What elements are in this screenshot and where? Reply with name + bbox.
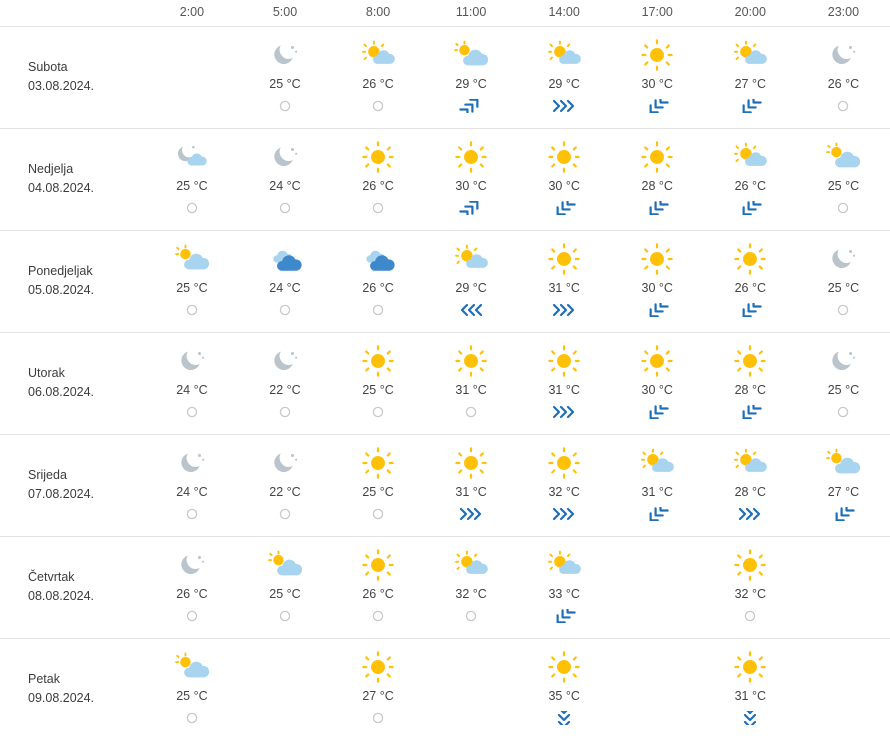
sun-icon <box>733 547 767 583</box>
temperature-value: 31 °C <box>734 689 766 703</box>
sun-icon <box>361 547 395 583</box>
wind-arrow-southwest-icon <box>550 197 578 219</box>
cloud-dark-icon <box>360 241 396 277</box>
sun-icon <box>640 343 674 379</box>
temperature-value: 30 °C <box>641 77 673 91</box>
sun-mostly-cloudy-icon <box>267 547 303 583</box>
forecast-hour-cell <box>145 536 238 638</box>
forecast-hour-cell <box>704 434 797 536</box>
wind-calm-icon <box>837 401 849 423</box>
wind-calm-icon <box>837 197 849 219</box>
wind-arrow-southwest-icon <box>643 503 671 525</box>
temperature-value: 25 °C <box>176 281 208 295</box>
sun-mostly-cloudy-icon <box>825 139 861 175</box>
moon-clear-icon <box>828 343 858 379</box>
forecast-day-row <box>0 536 890 638</box>
forecast-hour-cell <box>704 638 797 740</box>
day-name: Srijeda <box>28 467 67 482</box>
temperature-value: 25 °C <box>176 179 208 193</box>
temperature-value: 25 °C <box>269 77 301 91</box>
forecast-hour-cell <box>238 26 331 128</box>
forecast-hour-cell <box>704 536 797 638</box>
sun-icon <box>454 139 488 175</box>
day-name: Četvrtak <box>28 569 75 584</box>
wind-calm-icon <box>279 605 291 627</box>
forecast-hour-cell <box>332 332 425 434</box>
wind-arrow-southwest-icon <box>736 95 764 117</box>
temperature-value: 25 °C <box>362 383 394 397</box>
wind-calm-icon <box>186 197 198 219</box>
sun-icon <box>640 139 674 175</box>
wind-calm-icon <box>372 197 384 219</box>
sun-icon <box>547 241 581 277</box>
wind-arrow-northeast-icon <box>457 95 485 117</box>
sun-icon <box>361 139 395 175</box>
wind-calm-icon <box>372 503 384 525</box>
forecast-hour-cell <box>425 434 518 536</box>
sun-partly-cloudy-icon <box>453 547 489 583</box>
day-label-cell <box>0 128 145 230</box>
sun-icon <box>733 241 767 277</box>
forecast-hour-cell <box>611 128 704 230</box>
sun-mostly-cloudy-icon <box>174 649 210 685</box>
temperature-value: 25 °C <box>176 689 208 703</box>
wind-calm-icon <box>279 401 291 423</box>
forecast-day-row <box>0 332 890 434</box>
forecast-hour-cell <box>704 332 797 434</box>
temperature-value: 26 °C <box>362 179 394 193</box>
forecast-table-header <box>0 0 890 26</box>
forecast-day-row <box>0 434 890 536</box>
sun-icon <box>547 343 581 379</box>
sun-icon <box>547 139 581 175</box>
day-date: 09.08.2024. <box>28 691 95 705</box>
hour-header-cell: 17:00 <box>641 4 673 19</box>
temperature-value: 32 °C <box>734 587 766 601</box>
temperature-value: 31 °C <box>548 383 580 397</box>
sun-partly-cloudy-icon <box>360 37 396 73</box>
forecast-hour-cell <box>332 26 425 128</box>
sun-mostly-cloudy-icon <box>825 445 861 481</box>
day-name: Ponedjeljak <box>28 263 93 278</box>
forecast-hour-cell <box>518 128 611 230</box>
wind-arrow-east-icon <box>550 401 578 423</box>
wind-arrow-east-icon <box>736 503 764 525</box>
forecast-hour-cell <box>238 230 331 332</box>
day-date: 06.08.2024. <box>28 385 95 399</box>
wind-arrow-southwest-icon <box>736 401 764 423</box>
wind-arrow-southwest-icon <box>643 299 671 321</box>
day-column-header <box>0 0 145 26</box>
temperature-value: 35 °C <box>548 689 580 703</box>
temperature-value: 25 °C <box>827 383 860 397</box>
hour-header-row <box>0 0 890 26</box>
forecast-hour-cell <box>145 332 238 434</box>
day-date: 03.08.2024. <box>28 79 95 93</box>
wind-calm-icon <box>465 605 477 627</box>
forecast-hour-cell <box>425 230 518 332</box>
temperature-value: 31 °C <box>455 383 487 397</box>
temperature-value: 30 °C <box>548 179 580 193</box>
sun-icon <box>733 343 767 379</box>
forecast-hour-cell <box>704 230 797 332</box>
temperature-value: 25 °C <box>362 485 394 499</box>
day-name: Subota <box>28 59 68 74</box>
sun-partly-cloudy-icon <box>453 241 489 277</box>
wind-calm-icon <box>279 95 291 117</box>
hour-header-cell: 2:00 <box>179 4 205 19</box>
wind-calm-icon <box>279 503 291 525</box>
temperature-value: 29 °C <box>455 77 487 91</box>
wind-arrow-west-icon <box>457 299 485 321</box>
forecast-hour-cell <box>611 434 704 536</box>
temperature-value: 24 °C <box>176 383 208 397</box>
wind-arrow-south-icon <box>736 707 764 729</box>
wind-calm-icon <box>372 95 384 117</box>
temperature-value: 22 °C <box>269 383 301 397</box>
temperature-value: 32 °C <box>548 485 580 499</box>
wind-calm-icon <box>186 707 198 729</box>
forecast-hour-cell <box>704 26 797 128</box>
wind-arrow-southwest-icon <box>550 605 578 627</box>
wind-arrow-south-icon <box>550 707 578 729</box>
day-label-cell <box>0 536 145 638</box>
forecast-hour-cell <box>145 128 238 230</box>
hour-header-cell: 11:00 <box>455 4 487 19</box>
sun-icon <box>361 445 395 481</box>
forecast-hour-cell <box>797 26 890 128</box>
wind-calm-icon <box>372 299 384 321</box>
temperature-value: 26 °C <box>827 77 860 91</box>
temperature-value: 26 °C <box>362 587 394 601</box>
temperature-value: 26 °C <box>362 281 394 295</box>
forecast-hour-cell <box>332 230 425 332</box>
sun-icon <box>361 649 395 685</box>
temperature-value: 24 °C <box>176 485 208 499</box>
hour-header-cell: 14:00 <box>548 4 580 19</box>
sun-partly-cloudy-icon <box>732 445 768 481</box>
forecast-day-row <box>0 128 890 230</box>
forecast-hour-cell <box>797 536 890 638</box>
wind-arrow-east-icon <box>550 299 578 321</box>
forecast-hour-cell <box>611 536 704 638</box>
forecast-hour-cell <box>518 332 611 434</box>
temperature-value: 27 °C <box>362 689 394 703</box>
forecast-hour-cell <box>518 536 611 638</box>
moon-partly-cloudy-icon <box>175 139 209 175</box>
temperature-value: 33 °C <box>548 587 580 601</box>
temperature-value: 31 °C <box>455 485 487 499</box>
temperature-value: 24 °C <box>269 179 301 193</box>
sun-icon <box>547 649 581 685</box>
sun-icon <box>361 343 395 379</box>
day-label-cell <box>0 638 145 740</box>
forecast-hour-cell <box>797 638 890 740</box>
sun-icon <box>547 445 581 481</box>
temperature-value: 26 °C <box>176 587 208 601</box>
temperature-value: 25 °C <box>269 587 301 601</box>
forecast-hour-cell <box>797 434 890 536</box>
hour-header-cell: 23:00 <box>827 4 860 19</box>
wind-arrow-east-icon <box>550 503 578 525</box>
forecast-hour-cell <box>518 434 611 536</box>
wind-calm-icon <box>279 299 291 321</box>
cloud-dark-icon <box>267 241 303 277</box>
forecast-hour-cell <box>238 332 331 434</box>
day-name: Utorak <box>28 365 65 380</box>
wind-calm-icon <box>186 401 198 423</box>
day-name: Nedjelja <box>28 161 74 176</box>
forecast-hour-cell <box>145 26 238 128</box>
day-label-cell <box>0 332 145 434</box>
forecast-hour-cell <box>425 536 518 638</box>
sun-icon <box>640 241 674 277</box>
forecast-hour-cell <box>797 332 890 434</box>
day-label-cell <box>0 434 145 536</box>
wind-calm-icon <box>465 401 477 423</box>
forecast-hour-cell <box>518 230 611 332</box>
forecast-hour-cell <box>704 128 797 230</box>
temperature-value: 27 °C <box>734 77 766 91</box>
hour-header-cell: 20:00 <box>734 4 766 19</box>
wind-calm-icon <box>372 707 384 729</box>
temperature-value: 25 °C <box>827 179 860 193</box>
wind-arrow-southwest-icon <box>736 299 764 321</box>
wind-arrow-northeast-icon <box>457 197 485 219</box>
forecast-day-row <box>0 638 890 740</box>
forecast-hour-cell <box>332 536 425 638</box>
sun-partly-cloudy-icon <box>732 139 768 175</box>
forecast-hour-cell <box>425 332 518 434</box>
forecast-hour-cell <box>238 128 331 230</box>
moon-clear-icon <box>828 241 858 277</box>
forecast-day-row <box>0 26 890 128</box>
moon-clear-icon <box>828 37 858 73</box>
temperature-value: 30 °C <box>641 383 673 397</box>
day-date: 07.08.2024. <box>28 487 95 501</box>
forecast-hour-cell <box>145 434 238 536</box>
moon-clear-icon <box>177 547 207 583</box>
sun-icon <box>454 445 488 481</box>
temperature-value: 26 °C <box>734 281 766 295</box>
wind-calm-icon <box>744 605 756 627</box>
wind-arrow-southwest-icon <box>643 95 671 117</box>
forecast-hour-cell <box>332 128 425 230</box>
day-date: 05.08.2024. <box>28 283 95 297</box>
sun-icon <box>640 37 674 73</box>
wind-arrow-east-icon <box>457 503 485 525</box>
temperature-value: 29 °C <box>455 281 487 295</box>
moon-clear-icon <box>270 37 300 73</box>
moon-clear-icon <box>270 139 300 175</box>
forecast-hour-cell <box>425 638 518 740</box>
forecast-hour-cell <box>332 434 425 536</box>
forecast-hour-cell <box>145 230 238 332</box>
wind-calm-icon <box>372 401 384 423</box>
sun-icon <box>454 343 488 379</box>
wind-calm-icon <box>837 95 849 117</box>
forecast-hour-cell <box>145 638 238 740</box>
temperature-value: 28 °C <box>734 485 766 499</box>
temperature-value: 28 °C <box>641 179 673 193</box>
day-label-cell <box>0 230 145 332</box>
moon-clear-icon <box>270 445 300 481</box>
forecast-hour-cell <box>518 26 611 128</box>
sun-partly-cloudy-icon <box>732 37 768 73</box>
temperature-value: 26 °C <box>362 77 394 91</box>
forecast-hour-cell <box>611 332 704 434</box>
forecast-hour-cell <box>611 26 704 128</box>
forecast-hour-cell <box>797 128 890 230</box>
forecast-hour-cell <box>238 536 331 638</box>
day-date: 08.08.2024. <box>28 589 95 603</box>
wind-arrow-southwest-icon <box>643 197 671 219</box>
hour-header-cell: 5:00 <box>272 4 298 19</box>
temperature-value: 22 °C <box>269 485 301 499</box>
hour-header-cell: 8:00 <box>365 4 391 19</box>
temperature-value: 26 °C <box>734 179 766 193</box>
forecast-hour-cell <box>518 638 611 740</box>
sun-mostly-cloudy-icon <box>453 37 489 73</box>
moon-clear-icon <box>177 343 207 379</box>
sun-partly-cloudy-icon <box>546 547 582 583</box>
temperature-value: 32 °C <box>455 587 487 601</box>
day-label-cell <box>0 26 145 128</box>
temperature-value: 30 °C <box>455 179 487 193</box>
day-name: Petak <box>28 671 60 686</box>
temperature-value: 30 °C <box>641 281 673 295</box>
forecast-hour-cell <box>425 26 518 128</box>
sun-icon <box>733 649 767 685</box>
moon-clear-icon <box>270 343 300 379</box>
day-date: 04.08.2024. <box>28 181 95 195</box>
forecast-hour-cell <box>611 638 704 740</box>
temperature-value: 31 °C <box>548 281 580 295</box>
wind-arrow-southwest-icon <box>736 197 764 219</box>
wind-arrow-southwest-icon <box>643 401 671 423</box>
forecast-hour-cell <box>611 230 704 332</box>
forecast-hour-cell <box>797 230 890 332</box>
forecast-hour-cell <box>238 638 331 740</box>
temperature-value: 25 °C <box>827 281 860 295</box>
wind-arrow-southwest-icon <box>829 503 857 525</box>
temperature-value: 24 °C <box>269 281 301 295</box>
wind-calm-icon <box>837 299 849 321</box>
forecast-hour-cell <box>238 434 331 536</box>
wind-calm-icon <box>186 605 198 627</box>
moon-clear-icon <box>177 445 207 481</box>
sun-mostly-cloudy-icon <box>174 241 210 277</box>
wind-arrow-east-icon <box>550 95 578 117</box>
wind-calm-icon <box>372 605 384 627</box>
forecast-table-body <box>0 26 890 740</box>
forecast-day-row <box>0 230 890 332</box>
forecast-hour-cell <box>332 638 425 740</box>
wind-calm-icon <box>186 299 198 321</box>
temperature-value: 31 °C <box>641 485 673 499</box>
wind-calm-icon <box>279 197 291 219</box>
temperature-value: 28 °C <box>734 383 766 397</box>
sun-partly-cloudy-icon <box>546 37 582 73</box>
sun-partly-cloudy-icon <box>639 445 675 481</box>
temperature-value: 27 °C <box>827 485 860 499</box>
forecast-hour-cell <box>425 128 518 230</box>
temperature-value: 29 °C <box>548 77 580 91</box>
wind-calm-icon <box>186 503 198 525</box>
